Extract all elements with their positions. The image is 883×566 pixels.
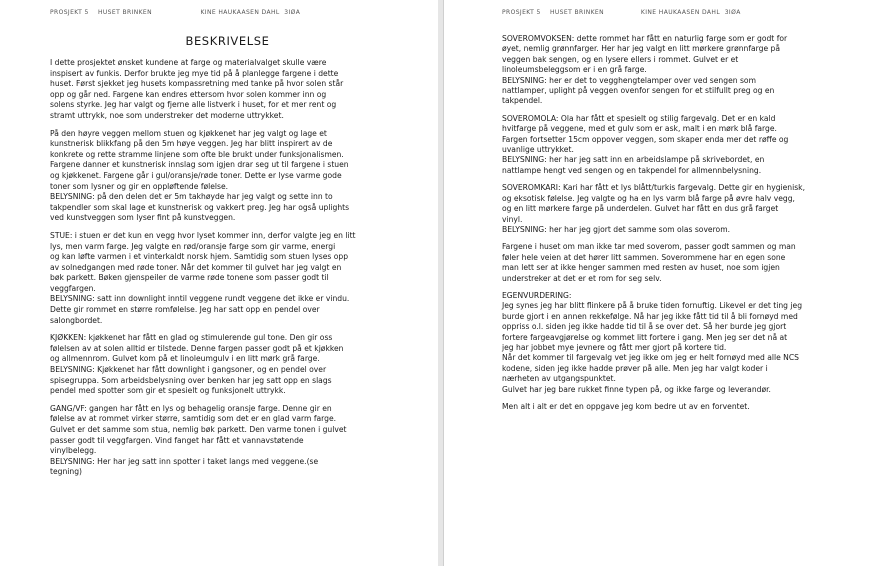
- paragraph-hallway: GANG/VF: gangen har fått en lys og behagelig oransje farge. Denne gir en følelse av at rommet virker større, samtidig som det er en glad varm farge. Gulvet er det samme som stua, nemlig bøk parkett. Den varme tonen i gulvet passer godt til veggfargen. Vind fanget har fått et vannavstøtende vinylbelegg. BELYSNING: Her har jeg satt inn spotter i taket langs med veggene.(se tegning): [50, 403, 347, 477]
- paragraph-bedroom-ola: SOVEROMOLA: Ola har fått et spesielt og stilig fargevalg. Det er en kald hvitfarge på veggene, med et gulv som er ask, malt i en mørk blå farge. Fargen fortsetter 15cm oppover veggen, som skaper enda mer det røffe og uvanlige uttrykket. BELYSNING: her har jeg satt inn en arbeidslampe på skrivebordet, en nattlampe hengt ved sengen og en takpendel for allmennbelysning.: [502, 113, 789, 175]
- page-title: BESKRIVELSE: [185, 34, 270, 48]
- page-header: PROSJEKT 5 HUSET BRINKEN KINE HAUKAASEN DAHL 3IØA: [50, 9, 301, 16]
- paragraph-self-evaluation: EGENVURDERING: Jeg synes jeg har blitt flinkere på å bruke tiden fornuftig. Likevel er det ting jeg burde gjort i en annen rekkefølge. Nå har jeg ikke fått tid til å bli fornøyd med oppriss o.l. siden jeg ikke hadde tid til å se over det. Så her burde jeg gjort fortere fargeavgjørelse og kommet litt fortere i gang. Men jeg ser det nå at jeg har jobbet mye jevnere og fått mer gjort på kortere tid. Når det kommer til fargevalg vet jeg ikke om jeg er helt fornøyd med alle NCS kodene, siden jeg ikke hadde prøver på alle. Men jeg har valgt koder i nærheten av utgangspunktet. Gulvet har jeg bare rukket finne typen på, og ikke farge og leverandør.: [502, 290, 803, 394]
- page-header: PROSJEKT 5 HUSET BRINKEN KINE HAUKAASEN DAHL 3IØA: [502, 9, 741, 16]
- paragraph-master-bedroom: SOVEROMVOKSEN: dette rommet har fått en naturlig farge som er godt for øyet, nemlig grønnfarger. Her har jeg valgt en litt mørkere grønnfarge på veggen bak sengen, og en lysere ellers i rommet. Gulvet er et linoleumsbeleggsom er i en grå farge. BELYSNING: her er det to vegghengtelamper over ved sengen som nattlamper, uplight på veggen ovenfor sengen for et stilfullt preg og en takpendel.: [502, 34, 788, 106]
- body-text: [502, 34, 853, 412]
- paragraph-bedroom-kari: SOVEROMKARI: Kari har fått et lys blått/turkis fargevalg. Dette gir en hygienisk, og eksotisk følelse. Jeg valgte og ha en lys varm blå farge på øvre halv vegg, og en litt mørkere farge på underdelen. Gulvet har fått en dus grå farget vinyl. BELYSNING: her har jeg gjort det samme som olas soverom.: [502, 183, 805, 234]
- paragraph-intro: I dette prosjektet ønsket kundene at farge og materialvalget skulle være inspisert av funkis. Derfor brukte jeg mye tid på å planlegge fargene i dette huset. Først sjekket jeg husets kompassretning med tanke på hvor solen står opp og går ned. Fargene kan endres ettersom hvor solen kommer inn og solens styrke. Jeg har valgt og fjerne alle listverk i huset, for et mer rent og stramt uttrykk, noe som understreker det moderne uttrykket.: [50, 58, 344, 120]
- paragraph-kitchen: KJØKKEN: kjøkkenet har fått en glad og stimulerende gul tone. Den gir oss følelsen av at solen alltid er tilstede. Denne fargen passer godt på et kjøkken og allmennrom. Gulvet kom på et linoleumgulv i en litt mørk grå farge. BELYSNING: Kjøkkenet har fått downlight i gangsoner, og en pendel over spisegruppa. Som arbeidsbelysning over benken har jeg satt opp en slags pendel med spotter som gir et spesielt og funksjonelt uttrykk.: [50, 333, 344, 396]
- document-page-right: [443, 0, 883, 566]
- paragraph-art-wall: På den høyre veggen mellom stuen og kjøkkenet har jeg valgt og lage et kunstnerisk blikkfang på den 5m høye veggen. Jeg har blitt inspirert av de konkrete og rette stramme linjene som ofte ble brukt under funksjonalismen. Fargene danner et kunstnerisk innslag som igjen drar seg ut til fargene i stuen og kjøkkenet. Fargene går i gul/oransje/røde toner. Dette er lyse varme gode toner som lysner og gir en oppløftende følelse. BELYSNING: på den delen det er 5m takhøyde har jeg valgt og sette inn to takpendler som skal lage et kunstnerisk og vakkert preg. Jeg har også uplights ved kunstveggen som lyser fint på kunstveggen.: [50, 128, 350, 223]
- paragraph-conclusion: Men alt i alt er det en oppgave jeg kom bedre ut av en forventet.: [502, 402, 750, 411]
- paragraph-living-room: STUE: i stuen er det kun en vegg hvor lyset kommer inn, derfor valgte jeg en litt lys, men varm farge. Jeg valgte en rød/oransje farge som gir varme, energi og kan løfte varmen i et vinterkaldt norsk hjem. Samtidig som stuen lyses opp av solnedgangen med røde toner. Når det kommer til gulvet har jeg valgt en bøk parkett. Bøken gjenspeiler de varme røde tonene som passer godt til veggfargen. BELYSNING: satt inn downlight inntil veggene rundt veggene det ikke er vindu. Dette gir rommet en større romfølelse. Jeg har satt opp en pendel over salongbordet.: [50, 230, 356, 325]
- body-text: [50, 58, 405, 478]
- paragraph-colors-summary: Fargene i huset om man ikke tar med soverom, passer godt sammen og man føler hele veien at det hører litt sammen. Soverommene har en egen sone man lett ser at ikke henger sammen med resten av huset, noe som igjen understreker at det er et rom for seg selv.: [502, 242, 796, 283]
